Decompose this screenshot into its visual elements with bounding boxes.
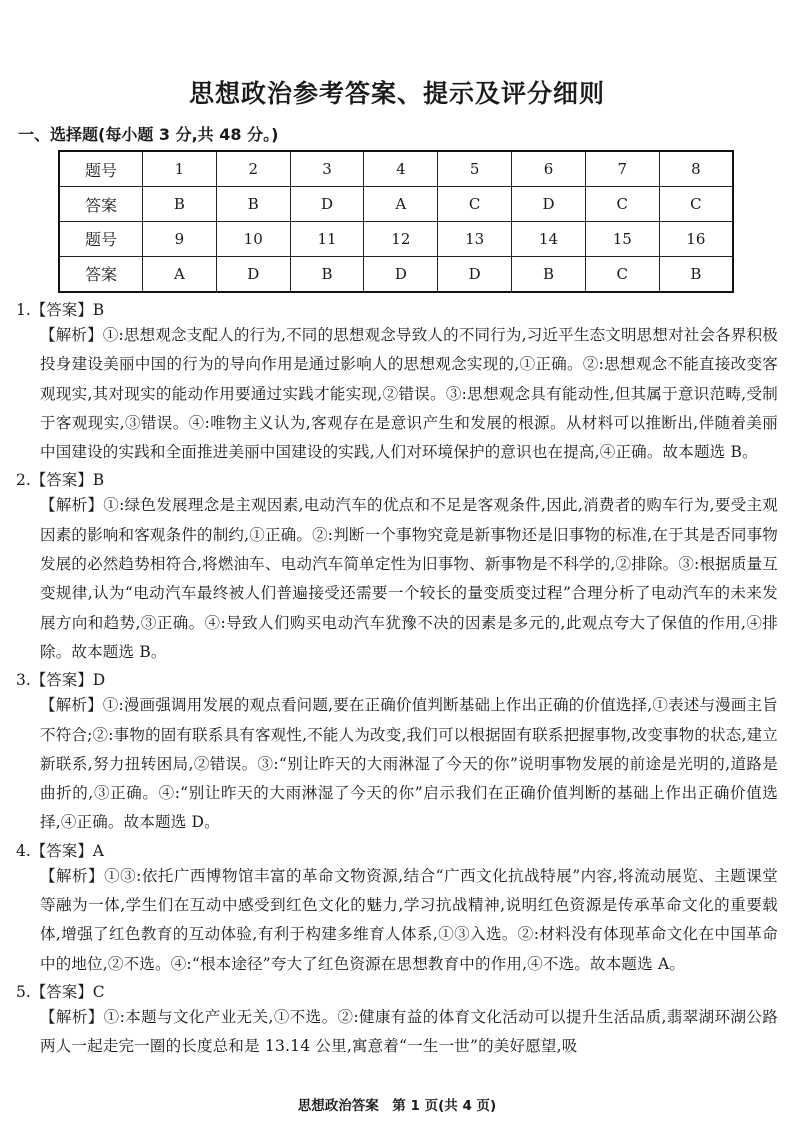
question-item xyxy=(16,981,778,1062)
table-cell: B xyxy=(216,187,290,222)
table-cell: 16 xyxy=(659,221,733,256)
table-cell: C xyxy=(585,256,659,292)
table-cell: B xyxy=(290,256,364,292)
table-cell: 10 xyxy=(216,221,290,256)
analysis-text: 【解析】①③:依托广西博物馆丰富的革命文物资源,结合“广西文化抗战特展”内容,将流动展览、主题课堂等融为一体,学生们在互动中感受到红色文化的魅力,学习抗战精神,说明红色资源是传承革命文化的重要载体,增强了红色教育的互动体验,有利于构建多维育人体系,①③入选。②:材料没有体现革命文化在中国革命中的地位,②不选。④:“根本途径”夸大了红色资源在思想教育中的作用,④不选。故本题选 A。 xyxy=(40,866,778,973)
answer-line: 4.【答案】A xyxy=(16,841,104,860)
table-cell: A xyxy=(143,256,217,292)
table-cell: 6 xyxy=(512,151,586,187)
table-cell: 13 xyxy=(438,221,512,256)
page-title: 思想政治参考答案、提示及评分细则 xyxy=(188,79,605,108)
table-cell: 3 xyxy=(290,151,364,187)
answer-line: 2.【答案】B xyxy=(16,471,105,490)
table-row xyxy=(59,256,733,292)
question-item xyxy=(16,469,778,667)
analysis-text: 【解析】①:漫画强调用发展的观点看问题,要在正确价值判断基础上作出正确的价值选择,①表述与漫画主旨不符合;②:事物的固有联系具有客观性,不能人为改变,我们可以根据固有联系把握事物,改变事物的状态,建立新联系,努力扭转困局,②错误。③:“别让昨天的大雨淋湿了今天的你”说明事物发展的前途是光明的,道路是曲折的,③正确。④:“别让昨天的大雨淋湿了今天的你”启示我们在正确价值判断的基础上作出正确价值选择,④正确。故本题选 D。 xyxy=(40,696,778,832)
row-label: 答案 xyxy=(59,256,143,292)
table-cell: 15 xyxy=(585,221,659,256)
table-cell: B xyxy=(143,187,217,222)
table-cell: C xyxy=(438,187,512,222)
analysis-text: 【解析】①:绿色发展理念是主观因素,电动汽车的优点和不足是客观条件,因此,消费者的购车行为,要受主观因素的影响和客观条件的制约,①正确。②:判断一个事物究竟是新事物还是旧事物的标准,在于其是否同事物发展的必然趋势相符合,将燃油车、电动汽车简单定性为旧事物、新事物是不科学的,②排除。③:根据质量互变规律,认为“电动汽车最终被人们普遍接受还需要一个较长的量变质变过程”合理分析了电动汽车的未来发展方向和趋势,③正确。④:导致人们购买电动汽车犹豫不决的因素是多元的,此观点夸大了保值的作用,④排除。故本题选 B。 xyxy=(40,496,778,661)
section-heading: 一、选择题(每小题 3 分,共 48 分。) xyxy=(18,125,279,144)
table-cell: 11 xyxy=(290,221,364,256)
answer-line: 1.【答案】B xyxy=(16,301,105,319)
table-cell: C xyxy=(659,187,733,222)
table-cell: 2 xyxy=(216,151,290,187)
table-cell: 8 xyxy=(659,151,733,187)
page-footer: 思想政治答案 第 1 页(共 4 页) xyxy=(297,1098,497,1114)
table-row xyxy=(59,221,733,256)
table-cell: B xyxy=(659,256,733,292)
row-label: 题号 xyxy=(59,221,143,256)
table-cell: 14 xyxy=(512,221,586,256)
table-cell: 5 xyxy=(438,151,512,187)
table-cell: C xyxy=(585,187,659,222)
table-cell: A xyxy=(364,187,438,222)
answer-table xyxy=(58,150,734,293)
question-item xyxy=(16,299,778,467)
answer-line: 3.【答案】D xyxy=(16,671,106,690)
table-cell: 1 xyxy=(143,151,217,187)
table-cell: 7 xyxy=(585,151,659,187)
table-row xyxy=(59,151,733,187)
explanation-list xyxy=(16,299,778,1064)
table-cell: D xyxy=(364,256,438,292)
table-row xyxy=(59,187,733,222)
table-cell: B xyxy=(512,256,586,292)
row-label: 题号 xyxy=(59,151,143,187)
analysis-text: 【解析】①:思想观念支配人的行为,不同的思想观念导致人的不同行为,习近平生态文明思想对社会各界积极投身建设美丽中国的行为的导向作用是通过影响人的思想观念实现的,①正确。②:思想观念不能直接改变客观现实,其对现实的能动作用要通过实践才能实现,②错误。③:思想观念具有能动性,但其属于意识范畴,受制于客观现实,③错误。④:唯物主义认为,客观存在是意识产生和发展的根源。从材料可以推断出,伴随着美丽中国建设的实践和全面推进美丽中国建设的实践,人们对环境保护的意识也在提高,④正确。故本题选 B。 xyxy=(40,326,778,462)
table-cell: 12 xyxy=(364,221,438,256)
question-item xyxy=(16,669,778,837)
question-item xyxy=(16,840,778,979)
table-cell: D xyxy=(216,256,290,292)
table-cell: D xyxy=(290,187,364,222)
table-cell: D xyxy=(512,187,586,222)
table-cell: 9 xyxy=(143,221,217,256)
analysis-text: 【解析】①:本题与文化产业无关,①不选。②:健康有益的体育文化活动可以提升生活品质,翡翠湖环湖公路两人一起走完一圈的长度总和是 13.14 公里,寓意着“一生一世”的美好愿望,吸 xyxy=(40,1007,778,1056)
table-cell: 4 xyxy=(364,151,438,187)
table-cell: D xyxy=(438,256,512,292)
answer-line: 5.【答案】C xyxy=(16,982,105,1001)
row-label: 答案 xyxy=(59,187,143,222)
